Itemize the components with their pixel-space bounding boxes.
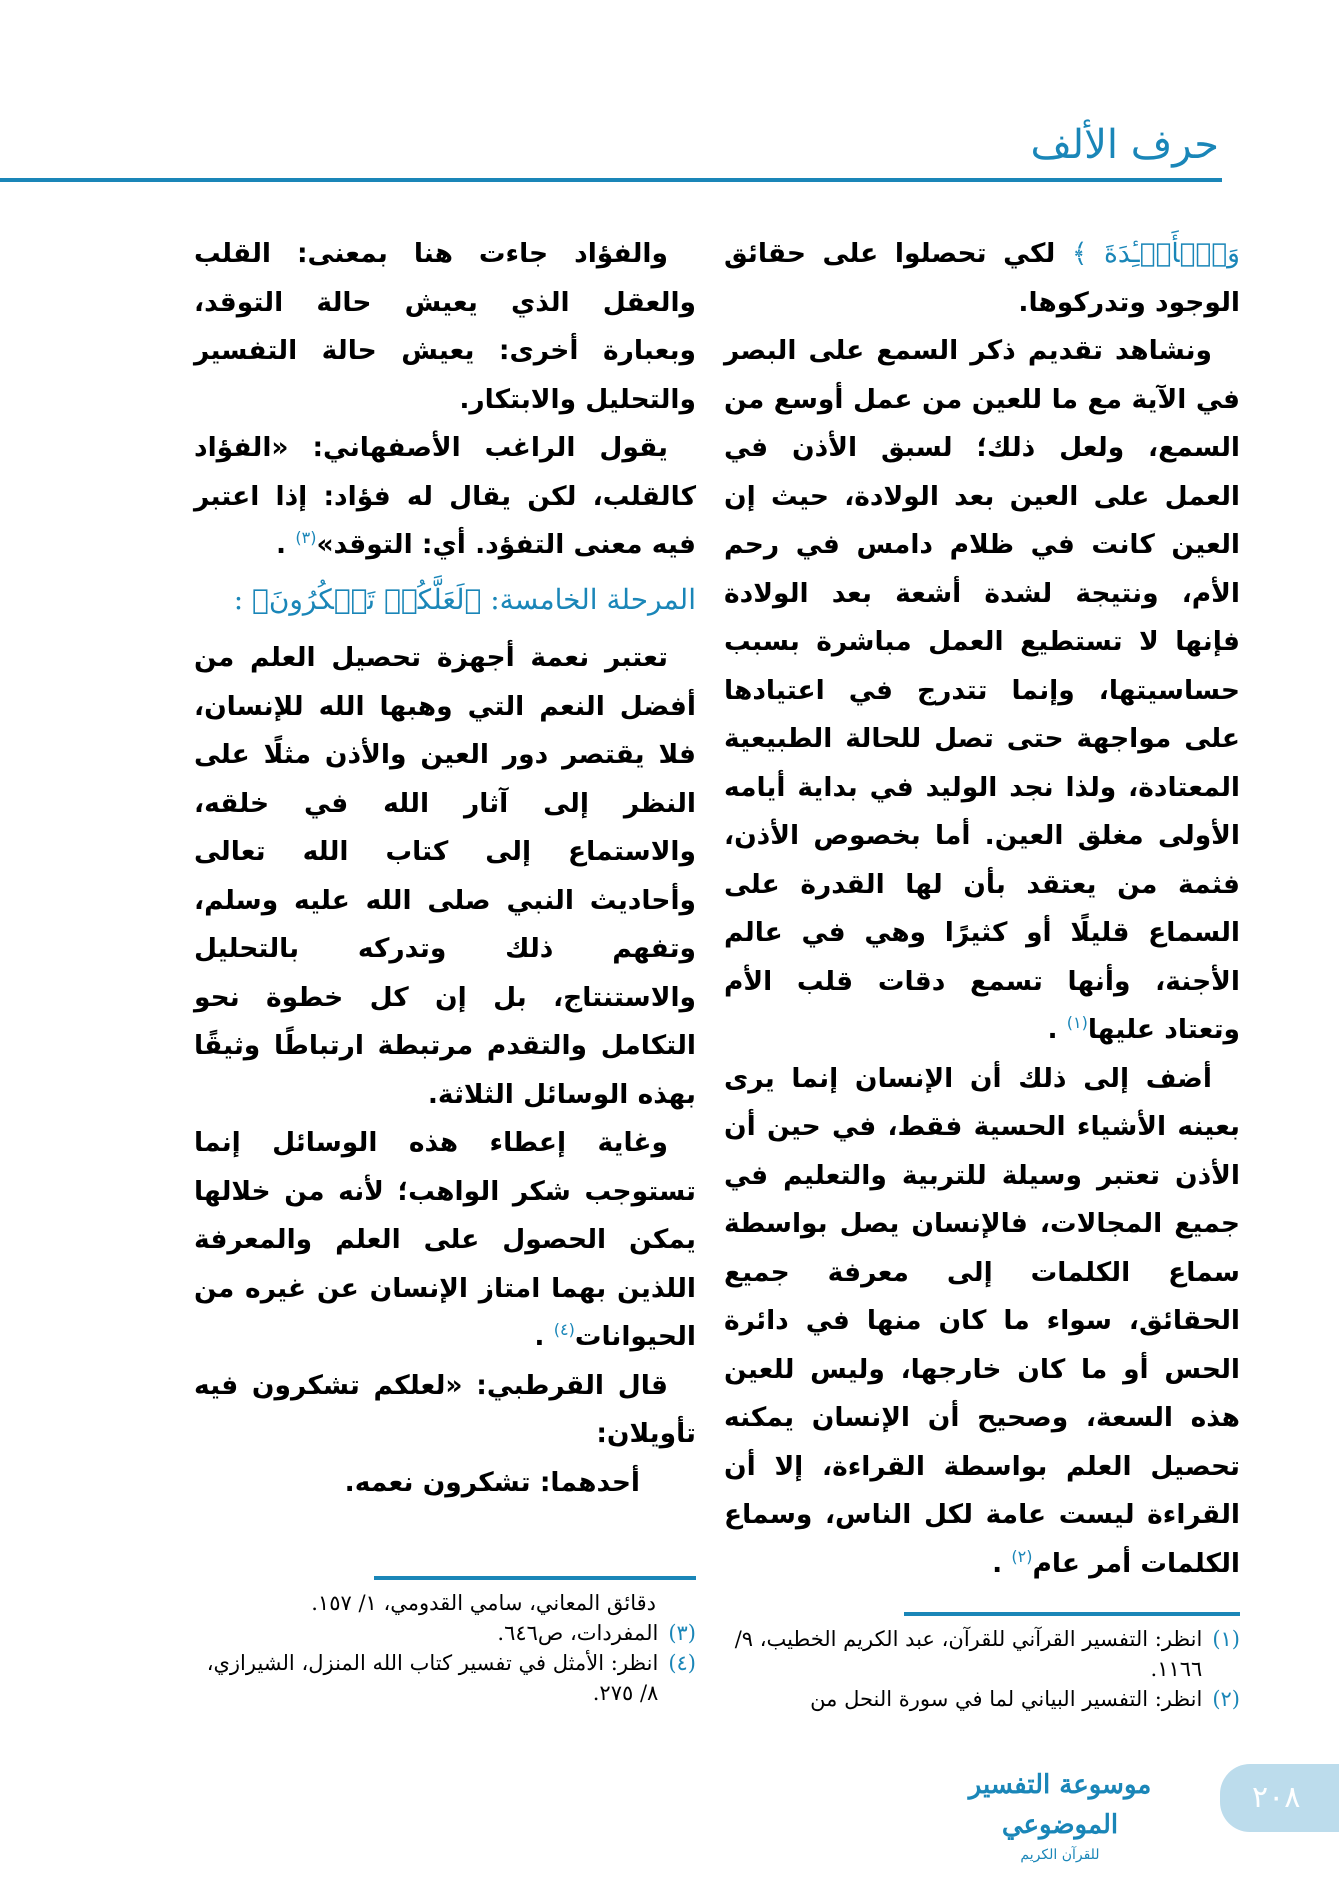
footnote-text: المفردات، ص٦٤٦. bbox=[497, 1621, 659, 1645]
paragraph-text: يقول الراغب الأصفهاني: «الفؤاد كالقلب، لكن يقال له فؤاد: إذا اعتبر فيه معنى التفؤد. أي: التوقد» bbox=[194, 432, 696, 560]
encyclopedia-logo bbox=[935, 1765, 1185, 1863]
quran-verse: ﴿لَعَلَّكُمۡ تَشۡكُرُونَ﴾ bbox=[252, 582, 482, 616]
footnote-divider bbox=[904, 1612, 1240, 1616]
ornament-bracket: ﴾ bbox=[1071, 238, 1088, 269]
paragraph bbox=[194, 424, 696, 570]
period: . bbox=[276, 529, 287, 560]
footnote-ref[interactable]: (٢) bbox=[1011, 1546, 1033, 1566]
paragraph bbox=[724, 1055, 1240, 1589]
paragraph-text: والفؤاد جاءت هنا بمعنى: القلب والعقل الذي يعيش حالة التوقد، وبعبارة أخرى: يعيش حالة التفسير والتحليل والابتكار. bbox=[194, 238, 696, 415]
paragraph bbox=[194, 1459, 696, 1508]
footnote bbox=[194, 1618, 696, 1648]
right-column bbox=[724, 230, 1240, 1588]
logo-title: موسوعة التفسير الموضوعي bbox=[968, 1770, 1152, 1840]
paragraph bbox=[194, 230, 696, 424]
footnote-ref[interactable]: (١) bbox=[1066, 1013, 1088, 1033]
footnote-continuation bbox=[194, 1588, 696, 1618]
footnote-ref[interactable]: (٤) bbox=[553, 1320, 575, 1340]
paragraph bbox=[194, 1119, 696, 1362]
period: . bbox=[992, 1547, 1003, 1579]
footnote-text: دقائق المعاني، سامي القدومي، ١/ ١٥٧. bbox=[311, 1591, 656, 1615]
period: . bbox=[534, 1321, 545, 1352]
paragraph-text: أضف إلى ذلك أن الإنسان إنما يرى بعينه الأشياء الحسية فقط، في حين أن الأذن تعتبر وسيلة للتربية والتعليم في جميع المجالات، فالإنسان يصل بواسطة سماع الكلمات إلى معرفة جميع الحقائق، سواء ما كان منها في دائرة الحس أو ما كان خارجها، وليس للعين هذه السعة، وصحيح أن الإنسان يمكنه تحصيل العلم بواسطة القراءة، إلا أن القراءة ليست عامة لكل الناس، وسماع الكلمات أمر عام bbox=[724, 1062, 1240, 1579]
footnote bbox=[194, 1648, 696, 1708]
footnote-number: (١) bbox=[1212, 1627, 1240, 1651]
header-rule bbox=[0, 178, 1222, 182]
paragraph-text: تعتبر نعمة أجهزة تحصيل العلم من أفضل النعم التي وهبها الله للإنسان، فلا يقتصر دور العين والأذن مثلًا على النظر إلى آثار الله في خلقه، والاستماع إلى كتاب الله تعالى وأحاديث النبي صلى الله عليه وسلم، وتفهم ذلك وتدركه بالتحليل والاستنتاج، بل إن كل خطوة نحو التكامل والتقدم مرتبطة ارتباطًا وثيقًا بهذه الوسائل الثلاثة. bbox=[194, 642, 696, 1110]
footnote-number: (٣) bbox=[668, 1621, 696, 1645]
paragraph bbox=[194, 1362, 696, 1459]
paragraph-text: قال القرطبي: «لعلكم تشكرون فيه تأويلان: bbox=[194, 1369, 696, 1449]
logo-subtitle: للقرآن الكريم bbox=[1020, 1847, 1100, 1863]
left-column bbox=[194, 230, 696, 1507]
footnote-divider bbox=[374, 1576, 696, 1580]
footnote-ref[interactable]: (٣) bbox=[295, 528, 317, 548]
footnote-text: انظر: الأمثل في تفسير كتاب الله المنزل، الشيرازي، ٨/ ٢٧٥. bbox=[206, 1651, 659, 1705]
heading-label: المرحلة الخامسة: bbox=[490, 582, 696, 616]
section-heading bbox=[194, 576, 696, 625]
heading-colon: : bbox=[233, 582, 244, 616]
quran-verse: وَٱلۡأَفۡـِٔدَةَ bbox=[1104, 238, 1240, 269]
footnote-number: (٢) bbox=[1212, 1687, 1240, 1711]
chapter-title: حرف الألف bbox=[1030, 122, 1219, 168]
footnote-text: انظر: التفسير البياني لما في سورة النحل من bbox=[810, 1687, 1203, 1711]
footnote bbox=[724, 1684, 1240, 1714]
paragraph bbox=[194, 634, 696, 1119]
paragraph bbox=[724, 327, 1240, 1055]
footnote-number: (٤) bbox=[668, 1651, 696, 1675]
paragraph-text: وغاية إعطاء هذه الوسائل إنما تستوجب شكر الواهب؛ لأنه من خلالها يمكن الحصول على العلم والمعرفة اللذين بهما امتاز الإنسان عن غيره من الحيوانات bbox=[194, 1127, 696, 1352]
paragraph bbox=[724, 230, 1240, 327]
paragraph-text: ونشاهد تقديم ذكر السمع على البصر في الآية مع ما للعين من عمل أوسع من السمع، ولعل ذلك؛ لسبق الأذن في العمل على العين بعد الولادة، حيث إن العين كانت في ظلام دامس في رحم الأم، ونتيجة لشدة أشعة بعد الولادة فإنها لا تستطيع العمل مباشرة بسبب حساسيتها، وإنما تتدرج في اعتيادها على مواجهة حتى تصل للحالة الطبيعية المعتادة، ولذا نجد الوليد في بداية أيامه الأولى مغلق العين. أما بخصوص الأذن، فثمة من يعتقد بأن لها القدرة على السماع قليلًا أو كثيرًا وهي في عالم الأجنة، وأنها تسمع دقات قلب الأم وتعتاد عليها bbox=[724, 335, 1240, 1045]
footnotes-right bbox=[724, 1624, 1240, 1714]
paragraph-text: أحدهما: تشكرون نعمه. bbox=[344, 1466, 640, 1498]
footnote-text: انظر: التفسير القرآني للقرآن، عبد الكريم الخطيب، ٩/ ١١٦٦. bbox=[734, 1627, 1203, 1681]
footnote bbox=[724, 1624, 1240, 1684]
period: . bbox=[1047, 1014, 1058, 1045]
paragraph-text: لكي تحصلوا على حقائق الوجود وتدركوها. bbox=[724, 238, 1240, 318]
footnotes-left bbox=[194, 1588, 696, 1708]
page-number-badge: ٢٠٨ bbox=[1220, 1764, 1339, 1832]
